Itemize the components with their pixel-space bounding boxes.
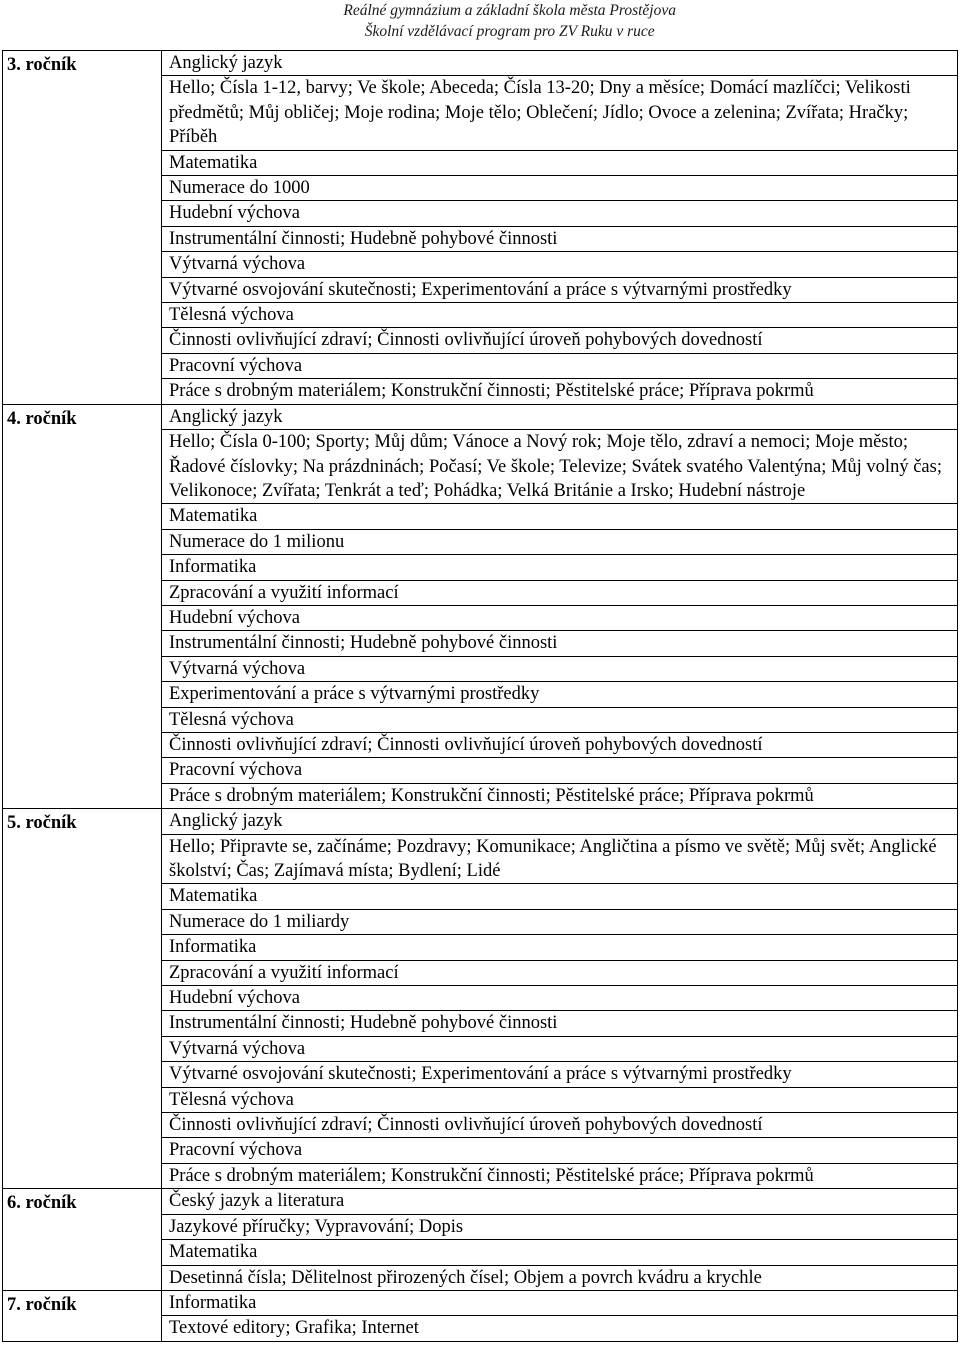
subject-topics: Numerace do 1 milionu	[162, 530, 957, 555]
subject-name: Hudební výchova	[162, 201, 957, 226]
subject-topics: Desetinná čísla; Dělitelnost přirozených čísel; Objem a povrch kvádru a krychle	[169, 1267, 762, 1288]
subject-topics: Instrumentální činnosti; Hudebně pohybové činnosti	[162, 1011, 957, 1036]
curriculum-table	[2, 50, 958, 1342]
grade-row	[3, 51, 958, 405]
subject-name: Pracovní výchova	[162, 354, 957, 379]
grade-label: 5. ročník	[3, 809, 162, 1189]
subject-name: Hudební výchova	[162, 986, 957, 1011]
subject-name: Výtvarná výchova	[162, 1037, 957, 1062]
subject-topics: Hello; Připravte se, začínáme; Pozdravy; Komunikace; Angličtina a písmo ve světě; Můj svět; Anglické školství; Čas; Zajímavá místa; Bydlení; Lidé	[162, 835, 957, 885]
subject-topics: Výtvarné osvojování skutečnosti; Experimentování a práce s výtvarnými prostředky	[162, 1062, 957, 1087]
subject-name: Výtvarná výchova	[162, 252, 957, 277]
subject-topics: Textové editory; Grafika; Internet	[169, 1318, 419, 1339]
document-header	[343, 0, 676, 42]
subject-topics: Práce s drobným materiálem; Konstrukční činnosti; Pěstitelské práce; Příprava pokrmů	[169, 381, 814, 402]
subject-topics: Hello; Čísla 0-100; Sporty; Můj dům; Vánoce a Nový rok; Moje tělo, zdraví a nemoci; Moje město; Řadové číslovky; Na prázdninách; Počasí; Ve škole; Televize; Svátek svatého Valentýna; Můj volný čas; Velikonoce; Zvířata; Tenkrát a teď; Pohádka; Velká Británie a Irsko; Hudební nástroje	[162, 430, 957, 504]
subject-name: Pracovní výchova	[162, 758, 957, 783]
subject-name: Matematika	[162, 151, 957, 176]
subject-topics: Zpracování a využití informací	[162, 961, 957, 986]
subject-topics: Numerace do 1 miliardy	[162, 910, 957, 935]
subject-topics: Instrumentální činnosti; Hudebně pohybové činnosti	[162, 227, 957, 252]
subject-name: Anglický jazyk	[162, 809, 957, 834]
subject-topics: Experimentování a práce s výtvarnými prostředky	[162, 682, 957, 707]
subject-name: Anglický jazyk	[162, 405, 957, 430]
subject-topics: Numerace do 1000	[162, 176, 957, 201]
subject-name: Tělesná výchova	[162, 1088, 957, 1113]
grade-content	[162, 404, 958, 809]
grade-row	[3, 1290, 958, 1341]
subject-topics: Činnosti ovlivňující zdraví; Činnosti ovlivňující úroveň pohybových dovedností	[162, 328, 957, 353]
school-name: Reálné gymnázium a základní škola města Prostějova	[343, 2, 676, 19]
subject-topics: Činnosti ovlivňující zdraví; Činnosti ovlivňující úroveň pohybových dovedností	[162, 733, 957, 758]
grade-row	[3, 809, 958, 1189]
subject-name: Informatika	[162, 935, 957, 960]
subject-name: Výtvarná výchova	[162, 657, 957, 682]
subject-topics: Práce s drobným materiálem; Konstrukční činnosti; Pěstitelské práce; Příprava pokrmů	[169, 1165, 814, 1186]
grade-content	[162, 1189, 958, 1291]
subject-topics: Práce s drobným materiálem; Konstrukční činnosti; Pěstitelské práce; Příprava pokrmů	[169, 785, 814, 806]
subject-name: Hudební výchova	[162, 606, 957, 631]
subject-name: Tělesná výchova	[162, 708, 957, 733]
grade-row	[3, 1189, 958, 1291]
subject-name: Český jazyk a literatura	[162, 1189, 957, 1214]
grade-label: 4. ročník	[3, 404, 162, 809]
grade-content	[162, 809, 958, 1189]
subject-topics: Jazykové příručky; Vypravování; Dopis	[162, 1215, 957, 1240]
subject-name: Matematika	[162, 884, 957, 909]
subject-name: Informatika	[162, 1291, 957, 1316]
subject-name: Matematika	[162, 1240, 957, 1265]
grade-label: 7. ročník	[3, 1290, 162, 1341]
subject-name: Pracovní výchova	[162, 1138, 957, 1163]
subject-name: Tělesná výchova	[162, 303, 957, 328]
grade-row	[3, 404, 958, 809]
grade-label: 3. ročník	[3, 51, 162, 405]
subject-topics: Instrumentální činnosti; Hudebně pohybové činnosti	[162, 631, 957, 656]
subject-topics: Zpracování a využití informací	[162, 581, 957, 606]
subject-topics: Výtvarné osvojování skutečnosti; Experimentování a práce s výtvarnými prostředky	[162, 278, 957, 303]
program-name: Školní vzdělávací program pro ZV Ruku v ruce	[364, 23, 655, 40]
subject-topics: Hello; Čísla 1-12, barvy; Ve škole; Abeceda; Čísla 13-20; Dny a měsíce; Domácí mazlíčci; Velikosti předmětů; Můj obličej; Moje rodina; Moje tělo; Oblečení; Jídlo; Ovoce a zelenina; Zvířata; Hračky; Příběh	[162, 76, 957, 150]
subject-name: Anglický jazyk	[162, 51, 957, 76]
subject-topics: Činnosti ovlivňující zdraví; Činnosti ovlivňující úroveň pohybových dovedností	[162, 1113, 957, 1138]
curriculum-table-body	[3, 51, 958, 1342]
grade-content	[162, 1290, 958, 1341]
subject-name: Matematika	[162, 504, 957, 529]
grade-content	[162, 51, 958, 405]
grade-label: 6. ročník	[3, 1189, 162, 1291]
subject-name: Informatika	[162, 555, 957, 580]
